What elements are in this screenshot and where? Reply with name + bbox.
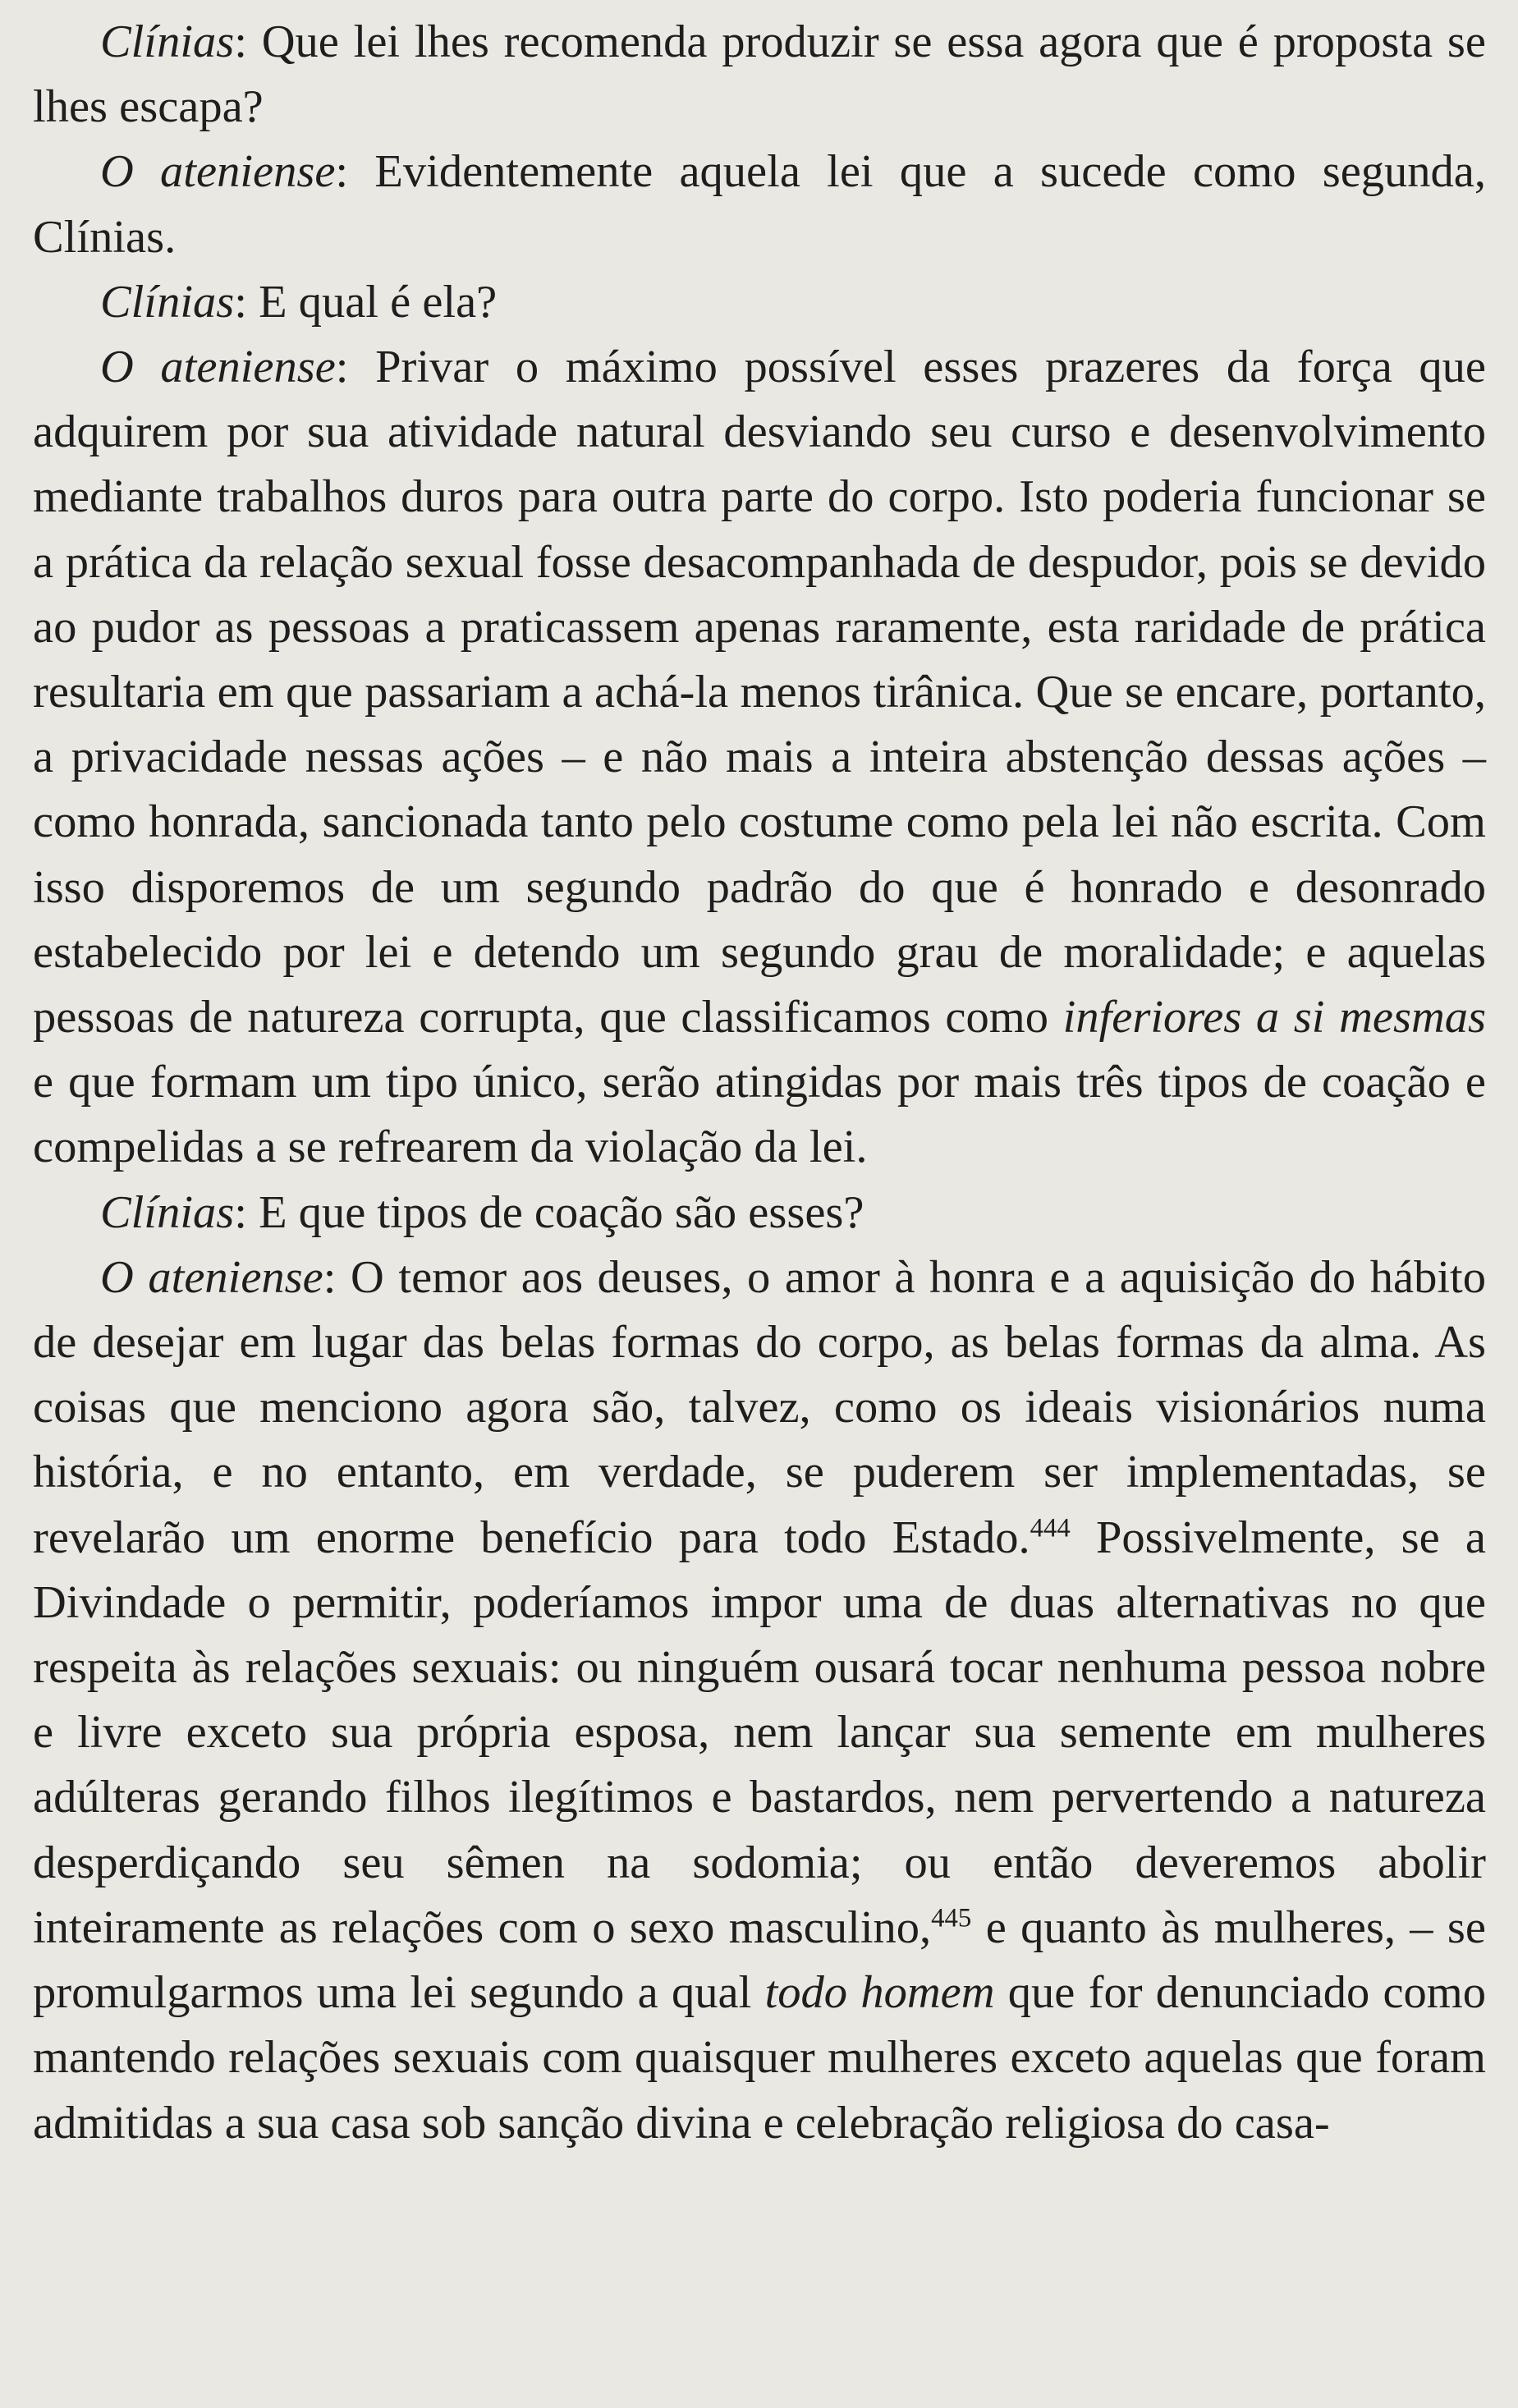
- speaker-name: Clínias: [100, 1186, 235, 1238]
- dialogue-paragraph: O ateniense: O temor aos deuses, o amor à honra e a aquisição do hábito de desejar em lugar das belas formas do corpo, as belas formas da alma. As coisas que menciono agora são, talvez, como os ideais visionários numa história, e no entanto, em verdade, se puderem ser implementadas, se revelarão um enorme benefício para todo Estado.$^{444}$ Possivelmente, se a Divindade o permitir, poderíamos impor uma de duas alternativas no que respeita às relações sexuais: ou ninguém ousará tocar nenhuma pessoa nobre e livre exceto sua própria esposa, nem lançar sua semente em mulheres adúlteras gerando filhos ilegítimos e bastardos, nem pervertendo a natureza desperdiçando seu sêmen na sodomia; ou então deveremos abolir inteiramente as relações com o sexo masculino,$^{445}$ e quanto às mulheres, – se promulgarmos uma lei segundo a qual todo homem que for denunciado como mantendo relações sexuais com quaisquer mulheres exceto aquelas que foram admitidas a sua casa sob sanção divina e celebração religiosa do casa-: [33, 1251, 1487, 2149]
- dialogue-text: e quanto às mulheres, – se promulgarmos uma lei segundo a qual: [33, 1901, 1486, 2019]
- italic-emphasis: todo homem: [764, 1967, 995, 2019]
- dialogue-text: e que formam um tipo único, serão atingidas por mais três tipos de coação e compelidas a se refrearem da violação da lei.: [33, 1057, 1486, 1173]
- footnote-marker[interactable]: 445: [931, 1903, 972, 1933]
- dialogue-paragraph: Clínias: E que tipos de coação são esses?: [100, 1186, 864, 1238]
- speaker-name: Clínias: [100, 276, 235, 328]
- dialogue-text: Privar o máximo possível esses prazeres da força que adquirem por sua atividade natural desviando seu curso e desenvolvimento mediante trabalhos duros para outra parte do corpo. Isto poderia funcionar se a prática da relação sexual fosse desacompanhada de despudor, pois se devido ao pudor as pessoas a praticassem apenas raramente, esta raridade de prática resultaria em que passariam a achá-la menos tirânica. Que se encare, portanto, a privacidade nessas ações – e não mais a inteira abstenção dessas ações – como honrada, sancionada tanto pelo costume como pela lei não escrita. Com isso disporemos de um segundo padrão do que é honrado e desonrado estabelecido por lei e detendo um segundo grau de moralidade; e aquelas pessoas de natureza corrupta, que classificamos como: [33, 342, 1487, 1043]
- speaker-name: O ateniense: [100, 1251, 323, 1303]
- dialogue-text: Que lei lhes recomenda produzir se essa agora que é proposta se lhes escapa?: [33, 16, 1486, 133]
- dialogue-text: Possivelmente, se a Divindade o permitir, poderíamos impor uma de duas alternativas no que respeita às relações sexuais: ou ninguém ousará tocar nenhuma pessoa nobre e livre exceto sua própria esposa, nem lançar sua semente em mulheres adúlteras gerando filhos ilegítimos e bastardos, nem pervertendo a natureza desperdiçando seu sêmen na sodomia; ou então deveremos abolir inteiramente as relações com o sexo masculino,: [33, 1511, 1487, 1953]
- dialogue-paragraph: O ateniense: Evidentemente aquela lei que a sucede como segunda, Clínias.: [33, 146, 1487, 263]
- dialogue-text: O temor aos deuses, o amor à honra e a aquisição do hábito de desejar em lugar das belas formas do corpo, as belas formas da alma. As coisas que menciono agora são, talvez, como os ideais visionários numa história, e no entanto, em verdade, se puderem ser implementadas, se revelarão um enorme benefício para todo Estado.: [33, 1251, 1486, 1563]
- speaker-name: O ateniense: [100, 342, 336, 393]
- dialogue-text: Evidentemente aquela lei que a sucede como segunda, Clínias.: [33, 146, 1487, 263]
- dialogue-paragraph: Clínias: E qual é ela?: [100, 276, 498, 328]
- italic-emphasis: inferiores a si mesmas: [1062, 992, 1487, 1043]
- dialogue-text: que for denunciado como mantendo relações sexuais com quaisquer mulheres exceto aquelas que foram admitidas a sua casa sob sanção divina e celebração religiosa do casa-: [33, 1967, 1487, 2149]
- dialogue-paragraph: Clínias: Que lei lhes recomenda produzir se essa agora que é proposta se lhes escapa?: [33, 16, 1486, 133]
- dialogue-text: E que tipos de coação são esses?: [259, 1186, 864, 1238]
- dialogue-text: E qual é ela?: [259, 276, 498, 328]
- speaker-name: Clínias: [100, 16, 235, 67]
- dialogue-paragraph: O ateniense: Privar o máximo possível esses prazeres da força que adquirem por sua atividade natural desviando seu curso e desenvolvimento mediante trabalhos duros para outra parte do corpo. Isto poderia funcionar se a prática da relação sexual fosse desacompanhada de despudor, pois se devido ao pudor as pessoas a praticassem apenas raramente, esta raridade de prática resultaria em que passariam a achá-la menos tirânica. Que se encare, portanto, a privacidade nessas ações – e não mais a inteira abstenção dessas ações – como honrada, sancionada tanto pelo costume como pela lei não escrita. Com isso disporemos de um segundo padrão do que é honrado e desonrado estabelecido por lei e detendo um segundo grau de moralidade; e aquelas pessoas de natureza corrupta, que classificamos como inferiores a si mesmas e que formam um tipo único, serão atingidas por mais três tipos de coação e compelidas a se refrearem da violação da lei.: [33, 342, 1487, 1173]
- speaker-name: O ateniense: [100, 146, 336, 198]
- book-page: [33, 10, 1486, 2156]
- footnote-marker[interactable]: 444: [1030, 1513, 1071, 1543]
